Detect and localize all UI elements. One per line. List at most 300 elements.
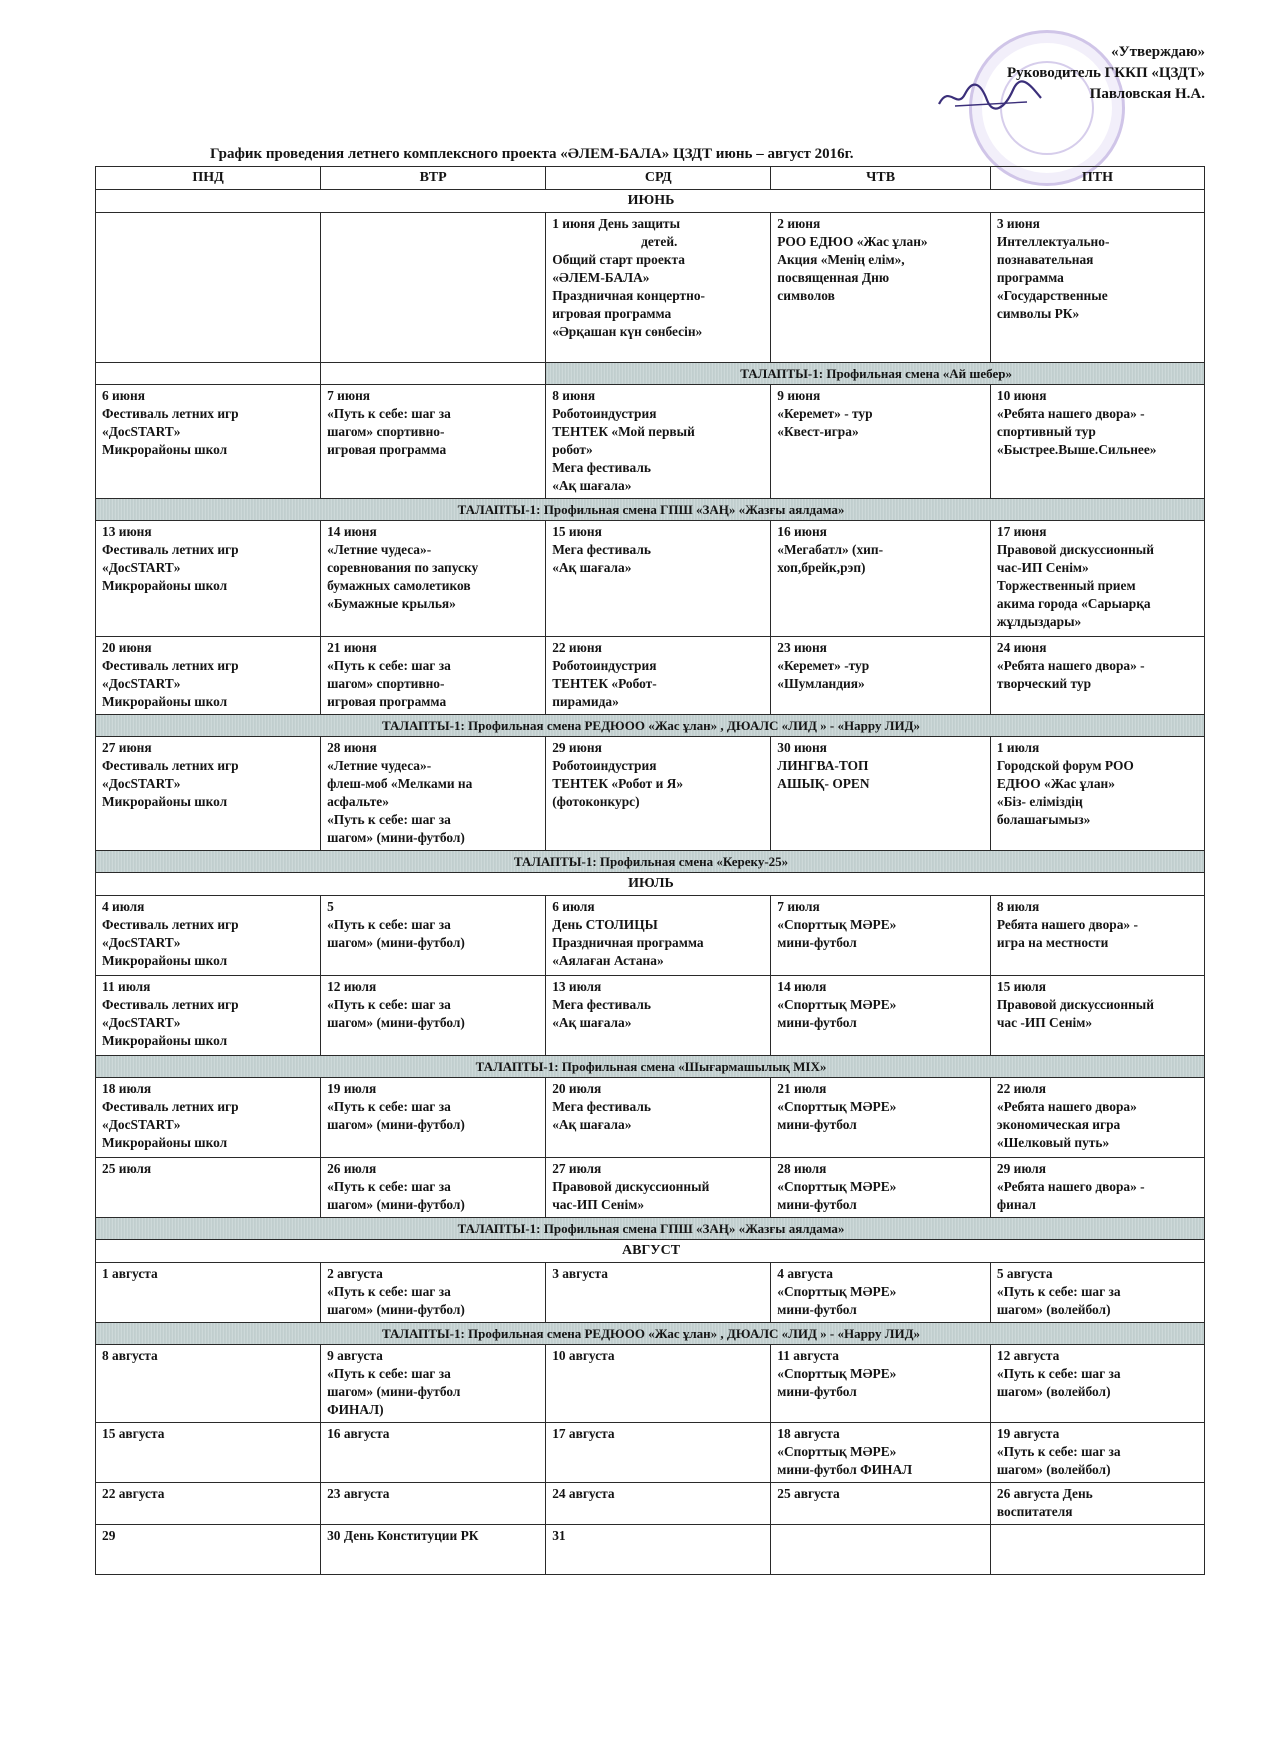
- event-text: Правовой дискуссионный: [996, 542, 1154, 557]
- event-text: асфальте»: [327, 794, 389, 809]
- empty-cell: [96, 363, 321, 385]
- day-date: 27 июня: [102, 740, 152, 755]
- day-date: 26 июля: [327, 1161, 377, 1176]
- event-text: программа: [996, 270, 1064, 285]
- day-cell: [771, 976, 991, 1056]
- day-cell: [546, 1263, 771, 1323]
- day-date: 16 июня: [777, 524, 827, 539]
- event-text: «Путь к себе: шаг за: [327, 658, 451, 673]
- day-cell: [771, 1525, 991, 1575]
- event-text: «Ақ шағала»: [552, 478, 632, 493]
- event-text: Городской форум РОО: [996, 758, 1134, 773]
- event-text: «ДосSTART»: [102, 1015, 181, 1030]
- event-text: шагом» (волейбол): [996, 1302, 1111, 1317]
- event-text: Мега фестиваль: [552, 997, 651, 1012]
- program-shift-row: [96, 1056, 1205, 1078]
- event-text: ТЕНТЕК «Робот и Я»: [552, 776, 684, 791]
- month-heading: ИЮНЬ: [96, 190, 1205, 213]
- event-text: «Спорттық МӘРЕ»: [777, 1366, 897, 1381]
- event-text: РОО ЕДЮО «Жас ұлан»: [777, 234, 928, 249]
- day-cell: [321, 385, 546, 499]
- event-text: «Ребята нашего двора» -: [996, 1179, 1145, 1194]
- event-text: финал: [996, 1197, 1036, 1212]
- event-text: шагом» спортивно-: [327, 424, 445, 439]
- event-text: «Шумландия»: [777, 676, 865, 691]
- event-text: Торжественный прием: [996, 578, 1136, 593]
- day-cell: [321, 737, 546, 851]
- day-cell: [546, 1158, 771, 1218]
- approval-line-1: «Утверждаю»: [1111, 44, 1205, 60]
- event-text: ТЕНТЕК «Мой первый: [552, 424, 695, 439]
- day-date: 2 июня: [777, 216, 821, 231]
- event-text: День СТОЛИЦЫ: [552, 917, 658, 932]
- weekday-header: ПНД: [96, 167, 321, 190]
- program-shift-label: ТАЛАПТЫ-1: Профильная смена «Шығармашылық MIX»: [96, 1056, 1205, 1078]
- day-date: 19 июля: [327, 1081, 377, 1096]
- day-cell: [990, 213, 1204, 363]
- event-text: «Государственные: [996, 288, 1108, 303]
- event-text: «Квест-игра»: [777, 424, 859, 439]
- week-row: [96, 1483, 1205, 1525]
- event-text: Фестиваль летних игр: [102, 658, 239, 673]
- event-text: Фестиваль летних игр: [102, 1099, 239, 1114]
- event-text: «Шелковый путь»: [996, 1135, 1110, 1150]
- event-text: ФИНАЛ): [327, 1402, 384, 1417]
- event-text: флеш-моб «Мелками на: [327, 776, 473, 791]
- approval-line-3: Павловская Н.А.: [1089, 86, 1205, 102]
- day-date: 17 июня: [996, 524, 1047, 539]
- day-cell: [96, 1158, 321, 1218]
- week-row: [96, 1525, 1205, 1575]
- event-text: «Ақ шағала»: [552, 1117, 632, 1132]
- event-text: пирамида»: [552, 694, 619, 709]
- event-text: детей.: [641, 234, 678, 249]
- day-date: 21 июля: [777, 1081, 827, 1096]
- day-cell: [96, 637, 321, 715]
- day-date: 30 День Конституции РК: [327, 1528, 479, 1543]
- event-text: Ребята нашего двора» -: [996, 917, 1138, 932]
- day-date: 2 августа: [327, 1266, 383, 1281]
- day-date: 1 августа: [102, 1266, 158, 1281]
- event-text: символов: [777, 288, 835, 303]
- day-date: 10 июня: [996, 388, 1047, 403]
- day-cell: [771, 896, 991, 976]
- month-row: [96, 190, 1205, 213]
- event-text: Микрорайоны школ: [102, 953, 228, 968]
- day-date: 15 июля: [996, 979, 1046, 994]
- event-text: Микрорайоны школ: [102, 694, 228, 709]
- event-text: час-ИП Сенім»: [996, 560, 1089, 575]
- day-cell: [546, 385, 771, 499]
- event-text: «ДосSTART»: [102, 676, 181, 691]
- weekday-header: СРД: [546, 167, 771, 190]
- program-shift-label: ТАЛАПТЫ-1: Профильная смена ГПШ «ЗАҢ» «Жазғы аялдама»: [96, 499, 1205, 521]
- event-text: «Путь к себе: шаг за: [327, 997, 451, 1012]
- day-cell: [990, 737, 1204, 851]
- day-cell: [990, 1483, 1204, 1525]
- day-date: 4 июля: [102, 899, 145, 914]
- day-date: 28 июня: [327, 740, 377, 755]
- event-text: Праздничная программа: [552, 935, 704, 950]
- event-text: «Спорттық МӘРЕ»: [777, 1099, 897, 1114]
- day-cell: [96, 737, 321, 851]
- event-text: «Спорттық МӘРЕ»: [777, 1284, 897, 1299]
- event-text: шагом» (мини-футбол): [327, 1015, 465, 1030]
- day-cell: [321, 1483, 546, 1525]
- event-text: шагом» (мини-футбол: [327, 1384, 461, 1399]
- event-text: мини-футбол: [777, 935, 857, 950]
- day-cell: [990, 1423, 1204, 1483]
- week-row: [96, 637, 1205, 715]
- event-text: час -ИП Сенім»: [996, 1015, 1093, 1030]
- event-text: Микрорайоны школ: [102, 1033, 228, 1048]
- day-date: 22 июня: [552, 640, 602, 655]
- event-text: «Мегабатл» (хип-: [777, 542, 884, 557]
- event-text: Фестиваль летних игр: [102, 758, 239, 773]
- day-date: 18 августа: [777, 1426, 840, 1441]
- day-cell: [96, 385, 321, 499]
- day-date: 17 августа: [552, 1426, 615, 1441]
- day-date: 9 августа: [327, 1348, 383, 1363]
- day-date: 7 июля: [777, 899, 820, 914]
- day-cell: [546, 1525, 771, 1575]
- day-cell: [321, 976, 546, 1056]
- event-text: «Путь к себе: шаг за: [327, 812, 451, 827]
- day-cell: [990, 1078, 1204, 1158]
- month-row: [96, 1240, 1205, 1263]
- day-cell: [771, 1345, 991, 1423]
- event-text: Правовой дискуссионный: [552, 1179, 710, 1194]
- month-heading: ИЮЛЬ: [96, 873, 1205, 896]
- day-date: 11 июля: [102, 979, 151, 994]
- event-text: Мега фестиваль: [552, 1099, 651, 1114]
- day-cell: [96, 1078, 321, 1158]
- approval-line-2: Руководитель ГККП «ЦЗДТ»: [1007, 65, 1205, 81]
- day-cell: [990, 976, 1204, 1056]
- program-shift-row: [96, 499, 1205, 521]
- day-date: 14 июля: [777, 979, 827, 994]
- event-text: «Спорттық МӘРЕ»: [777, 1179, 897, 1194]
- day-date: 20 июля: [552, 1081, 602, 1096]
- event-text: «Путь к себе: шаг за: [996, 1366, 1121, 1381]
- day-cell: [321, 1078, 546, 1158]
- day-date: 24 июня: [996, 640, 1047, 655]
- event-text: «Біз- еліміздің: [996, 794, 1083, 809]
- event-text: творческий тур: [996, 676, 1092, 691]
- day-cell: [546, 896, 771, 976]
- event-text: «ӘЛЕМ-БАЛА»: [552, 270, 650, 285]
- document-title: График проведения летнего комплексного проекта «ӘЛЕМ-БАЛА» ЦЗДТ июнь – август 2016г.: [210, 146, 854, 162]
- day-cell: [771, 1483, 991, 1525]
- event-text: «Керемет» -тур: [777, 658, 870, 673]
- day-date: 15 августа: [102, 1426, 165, 1441]
- event-text: мини-футбол: [777, 1302, 857, 1317]
- event-text: «Летние чудеса»-: [327, 758, 432, 773]
- day-date: 26 августа День: [996, 1486, 1093, 1501]
- event-text: «Путь к себе: шаг за: [327, 1366, 451, 1381]
- day-cell: [771, 1263, 991, 1323]
- event-text: «Путь к себе: шаг за: [996, 1284, 1121, 1299]
- event-text: «Летние чудеса»-: [327, 542, 432, 557]
- event-text: бумажных самолетиков: [327, 578, 471, 593]
- day-cell: [321, 637, 546, 715]
- event-text: шагом» (мини-футбол): [327, 1302, 465, 1317]
- day-date: 22 августа: [102, 1486, 165, 1501]
- event-text: «Путь к себе: шаг за: [327, 1179, 451, 1194]
- weekday-header-row: [96, 167, 1205, 190]
- event-text: Праздничная концертно-: [552, 288, 705, 303]
- event-text: ЕДЮО «Жас ұлан»: [996, 776, 1115, 791]
- week-row: [96, 737, 1205, 851]
- day-cell: [546, 637, 771, 715]
- day-cell: [546, 1423, 771, 1483]
- program-shift-label: ТАЛАПТЫ-1: Профильная смена РЕДЮОО «Жас ұлан» , ДЮАЛС «ЛИД » - «Happy ЛИД»: [96, 715, 1205, 737]
- approval-block: [1007, 42, 1205, 105]
- day-cell: [321, 1525, 546, 1575]
- event-text: Мега фестиваль: [552, 460, 651, 475]
- event-text: Фестиваль летних игр: [102, 542, 239, 557]
- event-text: «Путь к себе: шаг за: [996, 1444, 1121, 1459]
- event-text: Фестиваль летних игр: [102, 997, 239, 1012]
- event-text: мини-футбол ФИНАЛ: [777, 1462, 913, 1477]
- day-date: 30 июня: [777, 740, 827, 755]
- day-date: 25 июля: [102, 1161, 152, 1176]
- day-date: 12 июля: [327, 979, 377, 994]
- event-text: шагом» (волейбол): [996, 1384, 1111, 1399]
- day-cell: [771, 521, 991, 637]
- week-row: [96, 1423, 1205, 1483]
- day-cell: [990, 1158, 1204, 1218]
- event-text: шагом» (мини-футбол): [327, 830, 465, 845]
- day-date: 28 июля: [777, 1161, 827, 1176]
- program-shift-label: ТАЛАПТЫ-1: Профильная смена ГПШ «ЗАҢ» «Жазғы аялдама»: [96, 1218, 1205, 1240]
- day-date: 3 августа: [552, 1266, 608, 1281]
- event-text: мини-футбол: [777, 1384, 857, 1399]
- event-text: «Ребята нашего двора» -: [996, 658, 1145, 673]
- event-text: мини-футбол: [777, 1117, 857, 1132]
- day-cell: [546, 1345, 771, 1423]
- program-shift-label: ТАЛАПТЫ-1: Профильная смена «Кереку-25»: [96, 851, 1205, 873]
- event-text: спортивный тур: [996, 424, 1096, 439]
- day-date: 1 июля: [996, 740, 1040, 755]
- event-text: ЛИНГВА-ТОП: [777, 758, 869, 773]
- event-text: Микрорайоны школ: [102, 794, 228, 809]
- day-cell: [771, 1078, 991, 1158]
- week-row: [96, 896, 1205, 976]
- event-text: игровая программа: [327, 442, 447, 457]
- day-cell: [96, 521, 321, 637]
- day-date: 10 августа: [552, 1348, 615, 1363]
- event-text: (фотоконкурс): [552, 794, 640, 809]
- event-text: «Аялаған Астана»: [552, 953, 664, 968]
- day-date: 19 августа: [996, 1426, 1060, 1441]
- day-cell: [96, 1525, 321, 1575]
- event-text: Микрорайоны школ: [102, 578, 228, 593]
- week-row: [96, 1078, 1205, 1158]
- event-text: мини-футбол: [777, 1015, 857, 1030]
- day-cell: [990, 637, 1204, 715]
- day-cell: [546, 737, 771, 851]
- event-text: игра на местности: [996, 935, 1109, 950]
- day-date: 18 июля: [102, 1081, 152, 1096]
- day-cell: [321, 1423, 546, 1483]
- event-text: Роботоиндустрия: [552, 406, 657, 421]
- event-text: болашағымыз»: [996, 812, 1091, 827]
- day-date: 23 июня: [777, 640, 827, 655]
- day-date: 3 июня: [996, 216, 1040, 231]
- day-date: 24 августа: [552, 1486, 615, 1501]
- day-date: 20 июня: [102, 640, 152, 655]
- day-cell: [546, 1483, 771, 1525]
- day-date: 15 июня: [552, 524, 602, 539]
- event-text: «Спорттық МӘРЕ»: [777, 1444, 897, 1459]
- day-date: 5: [327, 899, 334, 914]
- event-text: «Ақ шағала»: [552, 560, 632, 575]
- event-text: жұлдыздары»: [996, 614, 1082, 629]
- event-text: игровая программа: [552, 306, 672, 321]
- week-row: [96, 1158, 1205, 1218]
- day-cell: [771, 637, 991, 715]
- day-cell: [990, 896, 1204, 976]
- day-cell: [96, 1263, 321, 1323]
- day-cell: [321, 1158, 546, 1218]
- event-text: шагом» (мини-футбол): [327, 1117, 465, 1132]
- event-text: «ДосSTART»: [102, 935, 181, 950]
- month-row: [96, 873, 1205, 896]
- day-date: 21 июня: [327, 640, 377, 655]
- day-date: 22 июля: [996, 1081, 1046, 1096]
- day-cell: [990, 1525, 1204, 1575]
- program-shift-label: ТАЛАПТЫ-1: Профильная смена РЕДЮОО «Жас ұлан» , ДЮАЛС «ЛИД » - «Happy ЛИД»: [96, 1323, 1205, 1345]
- day-cell: [771, 737, 991, 851]
- week-row: [96, 521, 1205, 637]
- day-date: 6 июля: [552, 899, 595, 914]
- event-text: познавательная: [996, 252, 1094, 267]
- event-text: «Спорттық МӘРЕ»: [777, 917, 897, 932]
- event-text: «Спорттық МӘРЕ»: [777, 997, 897, 1012]
- event-text: ТЕНТЕК «Робот-: [552, 676, 657, 691]
- event-text: Микрорайоны школ: [102, 442, 228, 457]
- day-date: 31: [552, 1528, 566, 1543]
- week-row: [96, 213, 1205, 363]
- event-text: «ДосSTART»: [102, 424, 181, 439]
- day-cell: [96, 976, 321, 1056]
- event-text: Фестиваль летних игр: [102, 406, 239, 421]
- day-cell: [96, 896, 321, 976]
- event-text: «Бумажные крылья»: [327, 596, 456, 611]
- event-text: «Путь к себе: шаг за: [327, 406, 451, 421]
- event-text: Мега фестиваль: [552, 542, 651, 557]
- day-date: 5 августа: [996, 1266, 1053, 1281]
- day-cell: [321, 213, 546, 363]
- day-date: 14 июня: [327, 524, 377, 539]
- day-cell: [990, 1345, 1204, 1423]
- event-text: час-ИП Сенім»: [552, 1197, 645, 1212]
- program-shift-row: [96, 715, 1205, 737]
- day-date: 27 июля: [552, 1161, 602, 1176]
- day-cell: [771, 1423, 991, 1483]
- event-text: АШЫҚ- OPEN: [777, 776, 870, 791]
- day-date: 29 июня: [552, 740, 602, 755]
- day-cell: [990, 1263, 1204, 1323]
- day-cell: [546, 521, 771, 637]
- event-text: «Путь к себе: шаг за: [327, 1099, 451, 1114]
- event-text: акима города «Сарыарқа: [996, 596, 1151, 611]
- program-shift-row: [96, 1323, 1205, 1345]
- day-cell: [546, 1078, 771, 1158]
- day-cell: [546, 213, 771, 363]
- event-text: соревнования по запуску: [327, 560, 479, 575]
- event-text: «Ақ шағала»: [552, 1015, 632, 1030]
- event-text: «Путь к себе: шаг за: [327, 917, 451, 932]
- schedule-body: [96, 190, 1205, 1575]
- program-shift-row: [96, 363, 1205, 385]
- day-cell: [96, 1345, 321, 1423]
- day-date: 16 августа: [327, 1426, 390, 1441]
- day-date: 29: [102, 1528, 116, 1543]
- event-text: Акция «Менің елім»,: [777, 252, 905, 267]
- day-date: 8 июля: [996, 899, 1040, 914]
- program-shift-label: ТАЛАПТЫ-1: Профильная смена «Ай шебер»: [546, 363, 1205, 385]
- day-date: 8 августа: [102, 1348, 158, 1363]
- event-text: Интеллектуально-: [996, 234, 1110, 249]
- schedule-table: [95, 166, 1205, 1575]
- event-text: символы РК»: [996, 306, 1080, 321]
- day-date: 11 августа: [777, 1348, 839, 1363]
- day-cell: [771, 213, 991, 363]
- event-text: хоп,брейк,рэп): [777, 560, 866, 575]
- day-cell: [771, 1158, 991, 1218]
- day-cell: [96, 213, 321, 363]
- event-text: Общий старт проекта: [552, 252, 685, 267]
- event-text: «Әрқашан күн сөнбесін»: [552, 324, 703, 339]
- event-text: «Керемет» - тур: [777, 406, 873, 421]
- event-text: Роботоиндустрия: [552, 758, 657, 773]
- event-text: «ДосSTART»: [102, 776, 181, 791]
- day-date: 8 июня: [552, 388, 596, 403]
- weekday-header: ВТР: [321, 167, 546, 190]
- event-text: «Быстрее.Выше.Сильнее»: [996, 442, 1157, 457]
- day-date: 9 июня: [777, 388, 821, 403]
- day-cell: [96, 1423, 321, 1483]
- event-text: воспитателя: [996, 1504, 1073, 1519]
- day-cell: [321, 896, 546, 976]
- event-text: «ДосSTART»: [102, 560, 181, 575]
- weekday-header: ЧТВ: [771, 167, 991, 190]
- event-text: посвященная Дню: [777, 270, 890, 285]
- day-date: 29 июля: [996, 1161, 1046, 1176]
- event-text: шагом» (мини-футбол): [327, 935, 465, 950]
- event-text: шагом» (мини-футбол): [327, 1197, 465, 1212]
- day-cell: [321, 521, 546, 637]
- day-date: 6 июня: [102, 388, 145, 403]
- week-row: [96, 1345, 1205, 1423]
- month-heading: АВГУСТ: [96, 1240, 1205, 1263]
- event-text: мини-футбол: [777, 1197, 857, 1212]
- day-date: 13 июня: [102, 524, 152, 539]
- week-row: [96, 976, 1205, 1056]
- event-text: Роботоиндустрия: [552, 658, 657, 673]
- day-date: 7 июня: [327, 388, 371, 403]
- day-date: 13 июля: [552, 979, 602, 994]
- day-date: 23 августа: [327, 1486, 390, 1501]
- week-row: [96, 385, 1205, 499]
- day-cell: [321, 1263, 546, 1323]
- event-text: «Ребята нашего двора»: [996, 1099, 1137, 1114]
- event-text: Фестиваль летних игр: [102, 917, 239, 932]
- event-text: «Ребята нашего двора» -: [996, 406, 1145, 421]
- program-shift-row: [96, 1218, 1205, 1240]
